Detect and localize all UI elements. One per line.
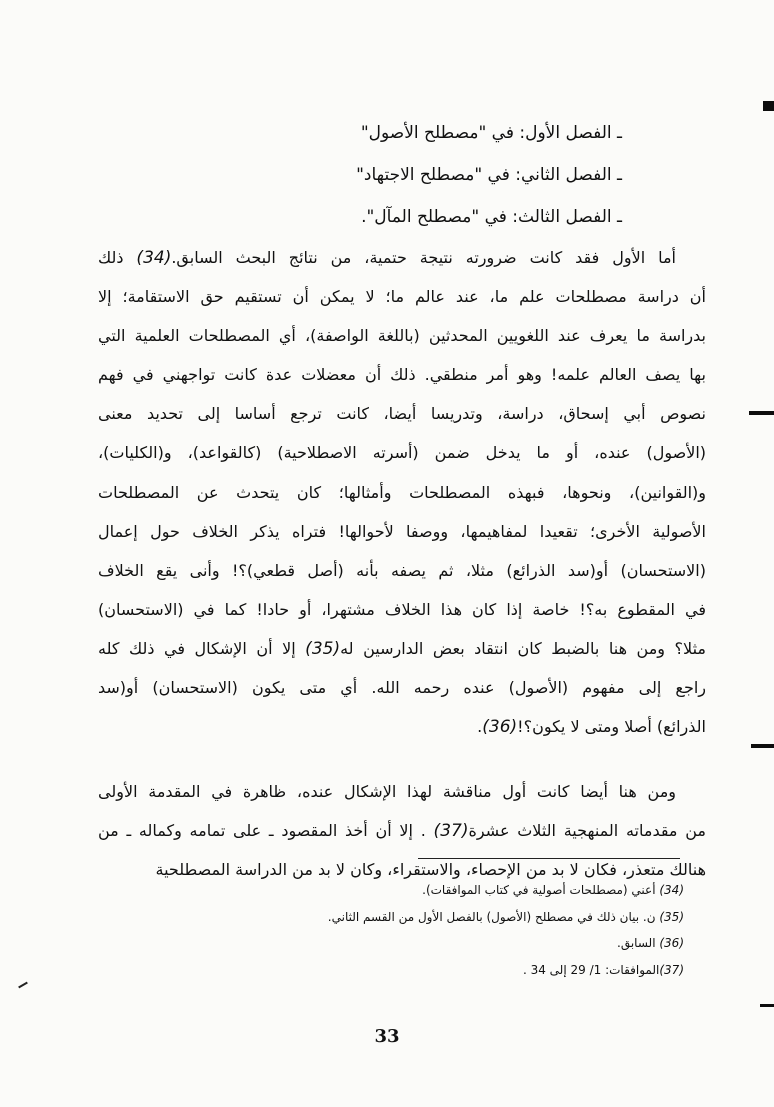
scan-edge-mark xyxy=(763,101,774,111)
body-text xyxy=(98,238,706,890)
text-line: نصوص أبي إسحاق، دراسة، وتدريسا أيضا، كانت ترجع أساسا إلى تحديد معنى xyxy=(98,404,706,424)
scan-edge-mark xyxy=(749,411,774,415)
footnotes xyxy=(328,877,684,983)
chapter-list xyxy=(356,112,622,238)
text-line: هنالك متعذر، فكان لا بد من الإحصاء، والاستقراء، وكان لا بد من الدراسة المصطلحية xyxy=(155,860,706,880)
footnote-number: (34) xyxy=(659,883,684,897)
text-line: الذرائع) أصلا ومتى لا يكون؟!(36). xyxy=(477,717,706,738)
text-line: بها يصف العالم علمه! وهو أمر منطقي. ذلك أن معضلات عدة كانت تواجهني في فهم xyxy=(98,365,706,385)
chapter-item: ـ الفصل الأول: في "مصطلح الأصول" xyxy=(360,123,622,143)
text-line: ومن هنا أيضا كانت أول مناقشة لهذا الإشكال عنده، ظاهرة في المقدمة الأولى xyxy=(98,782,676,802)
text-line: من مقدماته المنهجية الثلاث عشرة(37) . إلا أن أخذ المقصود ـ على تمامه وكماله ـ من xyxy=(98,821,706,842)
page-number: 33 xyxy=(374,1026,400,1047)
text-line: أما الأول فقد كانت ضرورته نتيجة حتمية، من نتائج البحث السابق.(34) ذلك xyxy=(98,248,676,268)
footnote-number: (35) xyxy=(659,909,684,924)
text-line: مثلا؟ ومن هنا بالضبط كان انتقاد بعض الدارسين له(35) إلا أن الإشكال في ذلك كله xyxy=(98,638,706,659)
scan-edge-mark xyxy=(751,744,774,748)
footnote-number: (37) xyxy=(659,962,684,977)
footnote: (37)الموافقات: 1/ 29 إلى 34 . xyxy=(522,962,684,977)
footnote-reference[interactable]: (36) xyxy=(482,717,518,738)
text-line: الأصولية الأخرى؛ تقعيدا لمفاهيمها، ووصفا لأحوالها! فتراه يذكر الخلاف حول إعمال xyxy=(98,521,706,541)
text-line: في المقطوع به؟! خاصة إذا كان هذا الخلاف مشتهرا، أو حادا! كما في (الاستحسان) xyxy=(98,599,706,619)
scan-speck xyxy=(18,982,28,989)
chapter-item: ـ الفصل الثاني: في "مصطلح الاجتهاد" xyxy=(356,165,622,185)
footnote: (36) السابق. xyxy=(617,936,684,950)
footnote-reference[interactable]: (35) xyxy=(305,638,341,659)
footnote-number: (36) xyxy=(659,936,684,950)
text-line: أن دراسة مصطلحات علم ما، عند عالم ما؛ لا يمكن أن تستقيم حق الاستقامة؛ إلا xyxy=(98,287,706,307)
footnote: (35) ن. بيان ذلك في مصطلح (الأصول) بالفصل الأول من القسم الثاني. xyxy=(327,909,684,924)
footnote-divider xyxy=(418,858,680,859)
text-line: (الأصول) عنده، أو ما يدخل ضمن (أسرته الاصطلاحية) (كالقواعد)، و(الكليات)، xyxy=(98,443,706,463)
footnote-reference[interactable]: (37) xyxy=(433,821,469,842)
paragraph xyxy=(98,772,706,889)
scan-edge-mark xyxy=(760,1004,774,1007)
text-line: و(القوانين)، ونحوها، فبهذه المصطلحات وأمثالها؛ كان يتحدث عن المصطلحات xyxy=(98,482,706,502)
footnote-reference[interactable]: (34) xyxy=(136,248,172,268)
text-line: بدراسة ما يعرف عند اللغويين المحدثين (باللغة الواصفة)، أي المصطلحات العلمية التي xyxy=(98,326,706,346)
text-line: (الاستحسان) أو(سد الذرائع) مثلا، ثم يصفه بأنه (أصل قطعي)؟! وأنى يقع الخلاف xyxy=(98,560,706,580)
paragraph xyxy=(98,238,706,746)
chapter-item: ـ الفصل الثالث: في "مصطلح المآل". xyxy=(361,207,622,227)
footnote: (34) أعني (مصطلحات أصولية في كتاب الموافقات). xyxy=(422,883,684,897)
text-line: راجع إلى مفهوم (الأصول) عنده رحمه الله. أي متى يكون (الاستحسان) أو(سد xyxy=(98,678,706,698)
